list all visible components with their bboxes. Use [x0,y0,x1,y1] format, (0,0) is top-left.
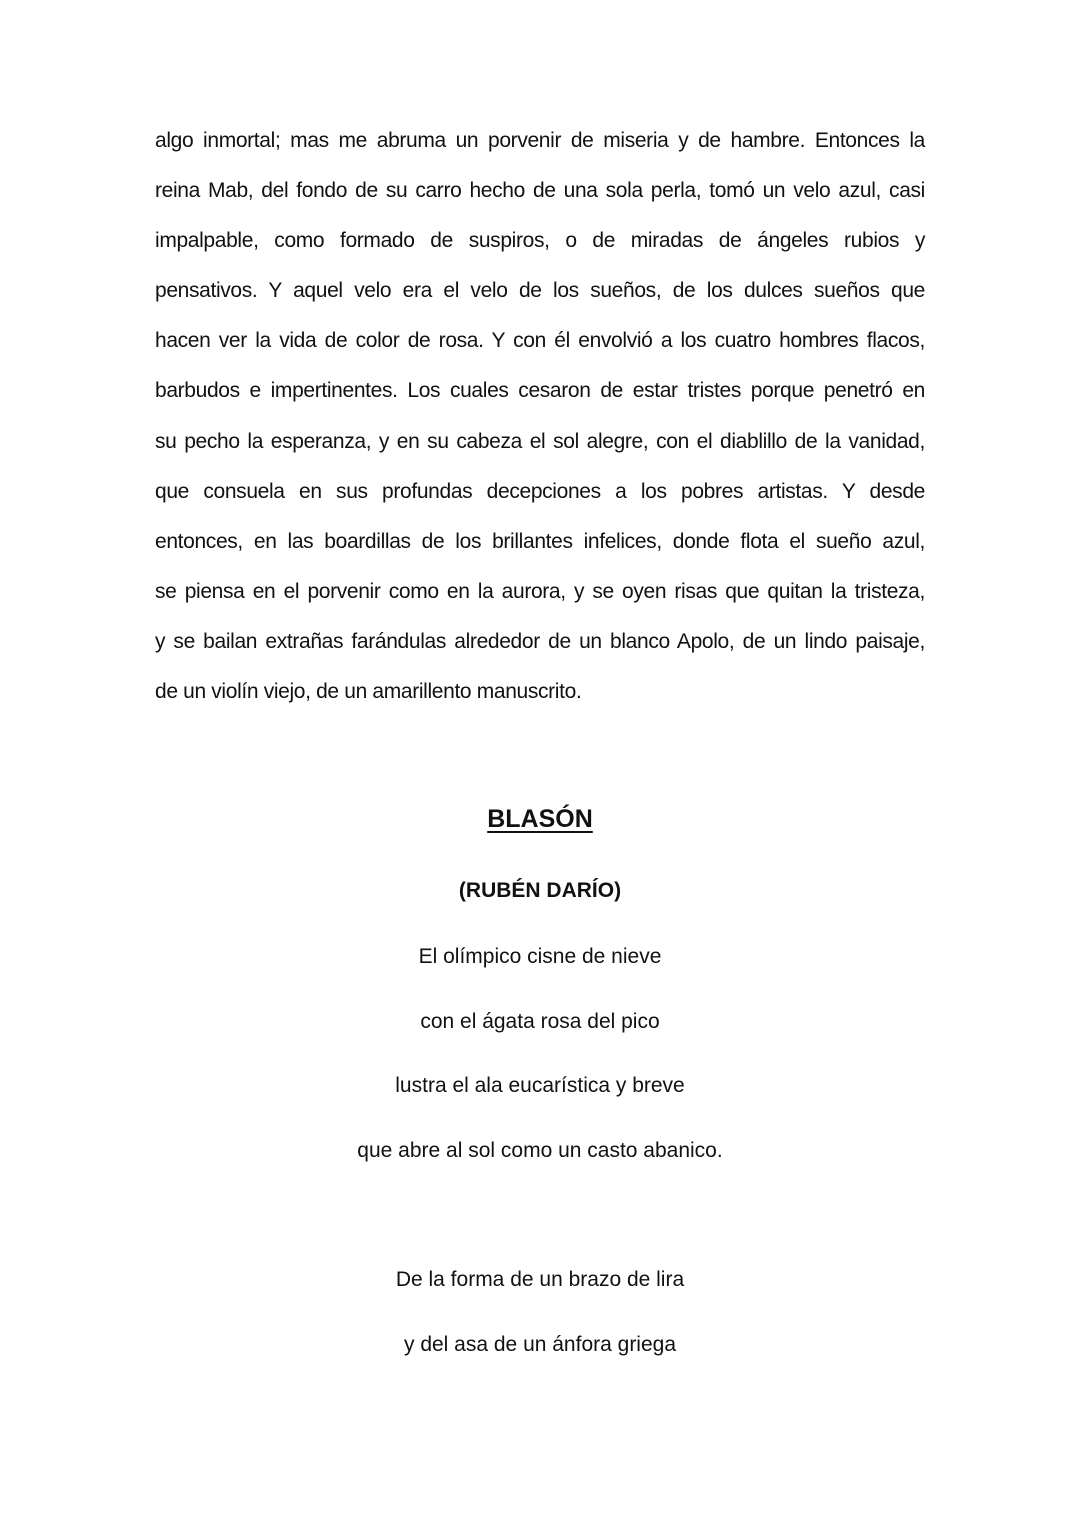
prose-line: y se bailan extrañas farándulas alrededor de un blanco Apolo, de un lindo paisaje, [155,629,925,653]
prose-line: de un violín viejo, de un amarillento manuscrito. [155,680,582,704]
prose-line: algo inmortal; mas me abruma un porvenir de miseria y de hambre. Entonces la [155,129,925,152]
prose-line: se piensa en el porvenir como en la aurora, y se oyen risas que quitan la tristeza, [155,579,925,603]
prose-line: reina Mab, del fondo de su carro hecho de una sola perla, tomó un velo azul, casi [155,179,925,203]
poem-verse: lustra el ala eucarística y breve [395,1074,685,1097]
poem-verse: y del asa de un ánfora griega [403,1333,677,1356]
poem-verse: El olímpico cisne de nieve [418,945,662,968]
prose-line: entonces, en las boardillas de los brillantes infelices, donde flota el sueño azul, [155,529,925,553]
prose-line: hacen ver la vida de color de rosa. Y con él envolvió a los cuatro hombres flacos, [155,329,925,353]
prose-line: que consuela en sus profundas decepciones a los pobres artistas. Y desde [155,479,925,503]
prose-line: impalpable, como formado de suspiros, o de miradas de ángeles rubios y [155,229,925,253]
poem-title: BLASÓN [487,805,593,833]
prose-line: pensativos. Y aquel velo era el velo de los sueños, de los dulces sueños que [155,279,925,303]
prose-line: su pecho la esperanza, y en su cabeza el sol alegre, con el diablillo de la vanidad, [155,429,925,453]
prose-line: barbudos e impertinentes. Los cuales cesaron de estar tristes porque penetró en [155,379,925,403]
prose-paragraph [155,116,925,717]
poem-verse: De la forma de un brazo de lira [395,1268,685,1291]
poem-author: (RUBÉN DARÍO) [458,879,622,902]
poem-verse: con el ágata rosa del pico [420,1010,660,1033]
poem-verse: que abre al sol como un casto abanico. [357,1139,723,1162]
